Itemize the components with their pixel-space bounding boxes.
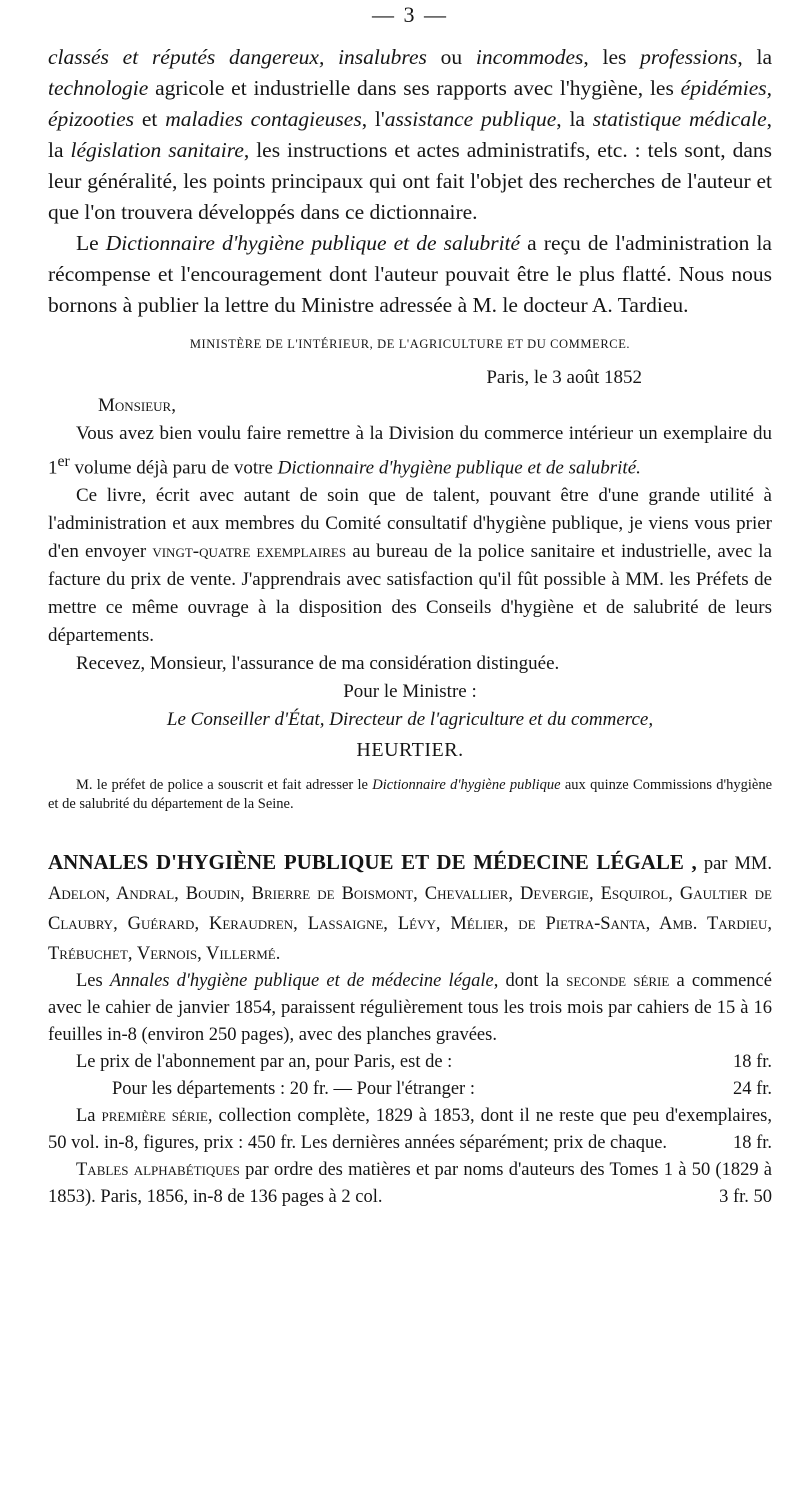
italic-text: Dictionnaire d'hygiène publique et de salubrité. <box>277 457 641 479</box>
footnote <box>48 776 772 814</box>
text: par ordre des matières et par noms d'auteurs des Tomes 1 à 50 (1829 à 1853). Paris, 1856, in-8 de 136 pages à 2 col. <box>48 1160 773 1208</box>
price-value: 24 fr. <box>732 1079 772 1100</box>
italic-text: incommodes <box>475 45 584 69</box>
text: , l' <box>361 107 385 131</box>
small-caps-text: première série <box>101 1106 208 1127</box>
italic-text: classés et réputés dangereux, insalubres <box>48 45 427 69</box>
letter-paragraph-3: Recevez, Monsieur, l'assurance de ma considération distinguée. <box>76 653 560 675</box>
text: agricole et industrielle dans ses rapports avec l'hygiène, les <box>148 76 681 100</box>
annales-paragraph-1 <box>48 968 772 1049</box>
price-value: 3 fr. 50 <box>719 1187 772 1208</box>
italic-text: Dictionnaire d'hygiène publique et de salubrité <box>105 231 521 255</box>
small-caps-text: Tables alphabétiques <box>76 1160 240 1181</box>
text: La <box>76 1106 102 1127</box>
text: , la <box>48 107 772 162</box>
letter-for-minister: Pour le Ministre : <box>343 681 477 703</box>
text: , dont la <box>493 971 567 992</box>
letter-salutation: Monsieur, <box>98 395 176 416</box>
text: a commencé avec le cahier de janvier 1854, paraissent régulièrement tous les trois mois par cahiers de 15 à 16 feuilles in-8 (environ 250 pages), avec des planches gravées. <box>48 971 772 1046</box>
annales-paragraph-2 <box>48 1103 772 1157</box>
text: Ce livre, écrit avec autant de soin que de talent, pouvant être d'une grande utilité à l'administration et aux membres du Comité consultatif d'hygiène publique, je viens vous prier d'en envoyer <box>48 485 772 563</box>
text: a reçu de l'administration la récompense et l'encouragement dont l'auteur pouvait être le plus flatté. Nous nous bornons à publier la lettre du Ministre adressée à M. le docteur A. Tardieu. <box>48 231 772 317</box>
author-list: Adelon, Andral, Boudin, Brierre de Boismont, Chevallier, Devergie, Esquirol, Gaultier de Claubry, Guérard, Keraudren, Lassaigne, Lévy, Mélier, de Pietra-Santa, Amb. Tardieu, Trébuchet, Vernois, Villermé. <box>48 884 772 965</box>
price-line-departements <box>48 1076 772 1103</box>
intro-paragraph-2 <box>48 228 772 321</box>
letter-heading: MINISTÈRE DE L'INTÉRIEUR, DE L'AGRICULTURE ET DU COMMERCE. <box>189 337 631 351</box>
italic-text: Annales d'hygiène publique et de médecine légale <box>109 971 494 992</box>
price-line-paris <box>48 1049 772 1076</box>
minister-letter <box>48 364 772 764</box>
italic-text: assistance publique <box>384 107 557 131</box>
intro-section <box>48 42 772 321</box>
text: aux quinze Commissions d'hygiène et de salubrité du département de la Seine. <box>48 777 773 813</box>
price-value: 18 fr. <box>732 1133 772 1154</box>
italic-text: législation sanitaire <box>70 138 244 162</box>
superscript: er <box>57 453 70 470</box>
letter-paragraph-1 <box>48 420 772 482</box>
text: par MM. <box>696 854 772 875</box>
text: volume déjà paru de votre <box>69 457 278 479</box>
text: Vous avez bien voulu faire remettre à la Division du commerce intérieur un exemplaire du 1 <box>48 423 772 479</box>
italic-text: maladies contagieuses <box>165 107 362 131</box>
letter-paragraph-2 <box>48 482 772 650</box>
small-caps-text: seconde série <box>566 971 670 992</box>
page-number: — 3 — <box>372 2 448 27</box>
price-label: Pour les départements : 20 fr. — Pour l'étranger : <box>112 1079 475 1100</box>
section-spacer <box>48 814 772 848</box>
annales-section <box>48 848 772 1211</box>
text: au bureau de la police sanitaire et industrielle, avec la facture du prix de vente. J'apprendrais avec satisfaction qu'il fût possible à MM. les Préfets de mettre ce même ouvrage à la disposition des Conseils d'hygiène et de salubrité de leurs départements. <box>48 541 772 647</box>
italic-text: technologie <box>48 76 149 100</box>
italic-text: Le Conseiller d'État, Directeur de l'agriculture et du commerce, <box>166 709 654 731</box>
letter-title-line <box>48 706 772 734</box>
italic-text: statistique médicale <box>592 107 767 131</box>
text: et <box>134 107 166 131</box>
price-label: Le prix de l'abonnement par an, pour Paris, est de : <box>76 1052 453 1073</box>
small-caps-text: vingt-quatre exemplaires <box>152 541 347 563</box>
text: M. le préfet de police a souscrit et fait adresser le <box>76 777 373 794</box>
intro-paragraph-1 <box>48 42 772 228</box>
annales-title: ANNALES D'HYGIÈNE PUBLIQUE ET DE MÉDECINE LÉGALE , <box>48 850 697 875</box>
text: , la <box>737 45 772 69</box>
text: Les <box>76 971 110 992</box>
text: , collection complète, 1829 à 1853, dont il ne reste que peu d'exemplaires, 50 vol. in-8, figures, prix : 450 fr. Les dernières années séparément; prix de chaque. <box>48 1106 772 1154</box>
letter-signature: HEURTIER. <box>356 739 464 762</box>
text: Le <box>76 231 106 255</box>
text: , les <box>583 45 641 69</box>
annales-paragraph-3 <box>48 1157 772 1211</box>
price-value: 18 fr. <box>732 1052 772 1073</box>
italic-text: professions <box>640 45 738 69</box>
letter-date: Paris, le 3 août 1852 <box>486 367 642 388</box>
text: , la <box>556 107 593 131</box>
italic-text: Dictionnaire d'hygiène publique <box>372 777 561 794</box>
italic-text: épidémies, épizooties <box>48 76 772 131</box>
annales-heading <box>48 848 772 968</box>
text: ou <box>426 45 476 69</box>
document-page <box>48 0 772 1211</box>
text: , les instructions et actes administratifs, etc. : tels sont, dans leur généralité, les points principaux qui ont fait l'objet des recherches de l'auteur et que l'on trouvera développés dans ce dictionnaire. <box>48 138 772 224</box>
